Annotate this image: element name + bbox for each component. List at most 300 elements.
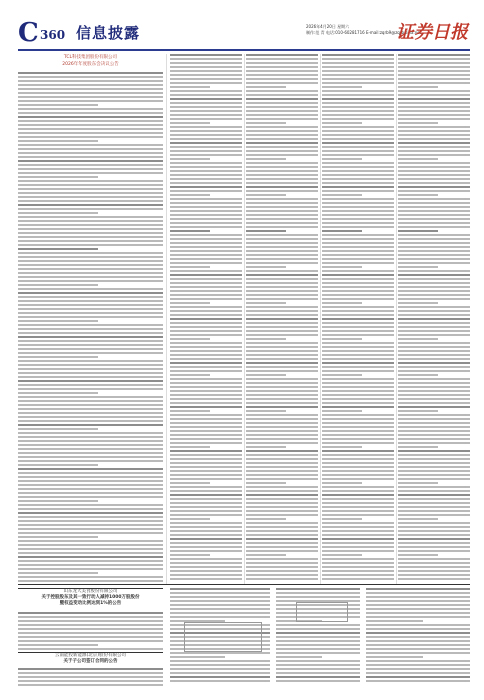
text-line — [170, 210, 242, 212]
text-line — [398, 230, 438, 232]
text-line — [170, 438, 242, 440]
text-line — [170, 608, 270, 610]
text-line — [322, 410, 362, 412]
text-line — [276, 644, 360, 646]
text-line — [322, 298, 394, 300]
text-line — [398, 458, 470, 460]
text-line — [246, 130, 318, 132]
text-line — [322, 358, 394, 360]
text-line — [322, 490, 394, 492]
text-line — [246, 318, 318, 320]
text-line — [18, 308, 163, 310]
text-line — [246, 94, 318, 96]
text-line — [246, 426, 318, 428]
bottom-notice-1-header — [18, 588, 163, 607]
text-line — [18, 204, 163, 206]
text-line — [366, 636, 470, 638]
text-line — [322, 458, 394, 460]
text-line — [366, 600, 470, 602]
text-line — [398, 362, 470, 364]
text-line — [322, 62, 394, 64]
text-line — [246, 110, 318, 112]
text-line — [246, 354, 318, 356]
text-line — [322, 186, 394, 188]
text-line — [18, 460, 163, 462]
text-line — [246, 182, 318, 184]
text-line — [246, 70, 318, 72]
text-line — [170, 166, 242, 168]
text-line — [170, 562, 242, 564]
bottom-notice-1-text — [18, 612, 163, 654]
text-line — [170, 274, 242, 276]
text-line — [322, 314, 394, 316]
text-line — [322, 82, 394, 84]
text-line — [170, 306, 242, 308]
text-line — [170, 450, 242, 452]
text-line — [246, 526, 318, 528]
text-line — [398, 74, 470, 76]
text-line — [170, 334, 242, 336]
text-line — [398, 206, 470, 208]
text-line — [322, 118, 394, 120]
text-line — [366, 588, 470, 590]
bottom-notice-1-title-1: 关于控股股东及其一致行动人减持1000万股股份 — [41, 595, 140, 600]
text-line — [170, 382, 242, 384]
text-line — [398, 386, 470, 388]
text-line — [322, 350, 394, 352]
text-line — [398, 94, 470, 96]
text-line — [246, 362, 318, 364]
text-line — [398, 450, 470, 452]
text-line — [322, 446, 362, 448]
text-line — [398, 70, 470, 72]
text-line — [18, 432, 163, 434]
text-line — [18, 228, 163, 230]
text-line — [398, 522, 470, 524]
text-line — [398, 286, 470, 288]
text-line — [398, 554, 438, 556]
text-line — [246, 210, 318, 212]
text-line — [170, 162, 242, 164]
text-line — [246, 490, 318, 492]
text-line — [398, 294, 470, 296]
text-line — [170, 616, 270, 618]
text-line — [322, 462, 394, 464]
text-line — [246, 522, 318, 524]
text-line — [170, 174, 242, 176]
text-line — [170, 466, 242, 468]
text-line — [18, 236, 163, 238]
text-line — [322, 430, 394, 432]
text-line — [398, 446, 438, 448]
text-line — [246, 290, 318, 292]
text-line — [322, 78, 394, 80]
text-line — [246, 414, 318, 416]
text-line — [246, 442, 318, 444]
text-line — [170, 222, 242, 224]
text-line — [246, 338, 286, 340]
text-line — [398, 298, 470, 300]
text-line — [18, 212, 98, 214]
text-line — [246, 326, 318, 328]
text-line — [170, 106, 242, 108]
text-line — [170, 592, 270, 594]
column-1 — [18, 54, 163, 584]
text-line — [18, 168, 163, 170]
text-line — [170, 522, 242, 524]
text-line — [246, 470, 318, 472]
text-line — [322, 306, 394, 308]
text-line — [398, 134, 470, 136]
text-line — [322, 134, 394, 136]
text-line — [366, 668, 470, 670]
text-line — [322, 270, 394, 272]
bottom-notice-2-title-1: 关于子公司签订合同的公告 — [63, 659, 118, 664]
text-line — [170, 226, 242, 228]
text-line — [398, 438, 470, 440]
text-line — [246, 530, 318, 532]
text-line — [246, 198, 318, 200]
text-line — [398, 98, 470, 100]
text-line — [398, 454, 470, 456]
text-line — [398, 114, 470, 116]
text-line — [170, 178, 242, 180]
bottom-notice-2-header — [18, 652, 163, 665]
text-line — [170, 314, 242, 316]
text-line — [18, 180, 163, 182]
text-line — [322, 90, 394, 92]
text-line — [170, 182, 242, 184]
text-line — [246, 270, 318, 272]
text-line — [170, 566, 242, 568]
text-line — [322, 54, 394, 56]
text-line — [170, 346, 242, 348]
text-line — [170, 110, 242, 112]
text-line — [398, 78, 470, 80]
text-line — [246, 218, 318, 220]
text-line — [170, 394, 242, 396]
text-line — [322, 130, 394, 132]
column-divider — [320, 54, 321, 584]
text-line — [322, 558, 394, 560]
text-line — [398, 534, 470, 536]
text-line — [170, 230, 210, 232]
text-line — [398, 334, 470, 336]
text-line — [246, 566, 318, 568]
text-line — [170, 554, 210, 556]
text-line — [322, 482, 362, 484]
text-line — [246, 558, 318, 560]
text-line — [246, 118, 318, 120]
text-line — [18, 192, 163, 194]
text-line — [18, 576, 163, 578]
text-line — [246, 314, 318, 316]
text-line — [18, 412, 163, 414]
text-line — [366, 632, 470, 634]
text-line — [398, 158, 438, 160]
text-line — [398, 434, 470, 436]
text-line — [322, 58, 394, 60]
text-line — [398, 426, 470, 428]
text-line — [18, 636, 163, 638]
text-line — [18, 208, 163, 210]
text-line — [246, 434, 318, 436]
text-line — [398, 250, 470, 252]
text-line — [322, 438, 394, 440]
text-line — [170, 502, 242, 504]
text-line — [170, 138, 242, 140]
text-line — [246, 86, 286, 88]
text-line — [398, 402, 470, 404]
text-line — [398, 102, 470, 104]
text-line — [246, 342, 318, 344]
text-line — [18, 376, 163, 378]
text-line — [366, 628, 470, 630]
text-line — [170, 158, 210, 160]
text-line — [170, 454, 242, 456]
text-line — [322, 226, 394, 228]
text-line — [398, 550, 470, 552]
text-line — [170, 600, 270, 602]
text-line — [398, 486, 470, 488]
text-line — [18, 88, 163, 90]
text-line — [398, 274, 470, 276]
text-line — [18, 124, 163, 126]
text-line — [398, 290, 470, 292]
text-line — [170, 290, 242, 292]
text-line — [276, 660, 360, 662]
text-line — [170, 242, 242, 244]
text-line — [246, 466, 318, 468]
text-line — [18, 632, 163, 634]
text-line — [398, 226, 470, 228]
text-line — [246, 246, 318, 248]
text-line — [246, 370, 318, 372]
text-line — [246, 382, 318, 384]
text-line — [322, 466, 394, 468]
text-line — [322, 562, 394, 564]
page-logo — [18, 18, 72, 48]
text-line — [18, 524, 163, 526]
text-line — [398, 278, 470, 280]
text-line — [246, 454, 318, 456]
text-line — [366, 664, 470, 666]
text-line — [18, 104, 98, 106]
text-line — [322, 498, 394, 500]
text-line — [246, 174, 318, 176]
text-line — [398, 466, 470, 468]
text-line — [170, 362, 242, 364]
text-line — [170, 342, 242, 344]
text-line — [18, 272, 163, 274]
text-line — [398, 310, 470, 312]
text-line — [18, 188, 163, 190]
text-line — [398, 378, 470, 380]
text-line — [170, 218, 242, 220]
text-line — [18, 116, 163, 118]
text-line — [170, 126, 242, 128]
text-line — [322, 354, 394, 356]
text-line — [18, 156, 163, 158]
text-line — [246, 406, 318, 408]
text-line — [246, 82, 318, 84]
text-line — [18, 396, 163, 398]
text-line — [322, 266, 362, 268]
text-line — [322, 258, 394, 260]
text-line — [322, 126, 394, 128]
text-line — [246, 498, 318, 500]
text-line — [246, 374, 286, 376]
text-line — [246, 402, 318, 404]
text-line — [322, 450, 394, 452]
text-line — [246, 562, 318, 564]
text-line — [246, 230, 286, 232]
text-line — [276, 628, 360, 630]
text-line — [18, 76, 163, 78]
text-line — [398, 178, 470, 180]
text-line — [170, 294, 242, 296]
text-line — [170, 66, 242, 68]
column-divider — [166, 54, 167, 584]
text-line — [170, 94, 242, 96]
text-line — [398, 118, 470, 120]
column-2 — [170, 54, 242, 584]
text-line — [246, 450, 318, 452]
text-line — [398, 150, 470, 152]
text-line — [398, 374, 438, 376]
text-line — [398, 282, 470, 284]
text-line — [18, 560, 163, 562]
text-line — [246, 282, 318, 284]
text-line — [18, 120, 163, 122]
text-line — [170, 246, 242, 248]
text-line — [170, 422, 242, 424]
text-line — [398, 414, 470, 416]
text-line — [366, 604, 470, 606]
text-line — [170, 462, 242, 464]
text-line — [18, 108, 163, 110]
column-text — [170, 54, 242, 580]
text-line — [246, 106, 318, 108]
text-line — [276, 656, 322, 658]
text-line — [18, 628, 163, 630]
text-line — [398, 110, 470, 112]
text-line — [246, 222, 318, 224]
text-line — [322, 502, 394, 504]
text-line — [322, 570, 394, 572]
text-line — [246, 262, 318, 264]
text-line — [170, 74, 242, 76]
text-line — [398, 306, 470, 308]
column-text — [18, 612, 163, 650]
text-line — [322, 206, 394, 208]
text-line — [398, 54, 470, 56]
text-line — [18, 408, 163, 410]
text-line — [18, 96, 163, 98]
text-line — [18, 528, 163, 530]
text-line — [322, 402, 394, 404]
text-line — [18, 492, 163, 494]
text-line — [170, 668, 270, 670]
text-line — [398, 242, 470, 244]
text-line — [246, 394, 318, 396]
text-line — [18, 480, 163, 482]
text-line — [398, 194, 438, 196]
text-line — [322, 342, 394, 344]
text-line — [170, 254, 242, 256]
text-line — [18, 348, 163, 350]
text-line — [18, 404, 163, 406]
text-line — [246, 578, 318, 580]
text-line — [18, 80, 163, 82]
text-line — [18, 288, 163, 290]
page-header — [18, 20, 468, 48]
text-line — [246, 150, 318, 152]
text-line — [276, 636, 360, 638]
text-line — [398, 422, 470, 424]
text-line — [322, 94, 394, 96]
text-line — [398, 174, 470, 176]
text-line — [398, 66, 470, 68]
text-line — [18, 296, 163, 298]
text-line — [18, 644, 98, 646]
text-line — [322, 170, 394, 172]
text-line — [170, 514, 242, 516]
text-line — [276, 648, 360, 650]
text-line — [246, 226, 318, 228]
text-line — [322, 574, 394, 576]
text-line — [18, 100, 163, 102]
text-line — [398, 526, 470, 528]
text-line — [18, 612, 163, 614]
text-line — [18, 336, 163, 338]
text-line — [322, 506, 394, 508]
text-line — [18, 580, 163, 582]
text-line — [18, 484, 163, 486]
notice-title-block — [18, 54, 163, 68]
text-line — [246, 482, 286, 484]
text-line — [18, 332, 163, 334]
text-line — [398, 218, 470, 220]
text-line — [170, 446, 210, 448]
text-line — [246, 286, 318, 288]
text-line — [246, 386, 318, 388]
column-text — [366, 588, 470, 682]
text-line — [322, 454, 394, 456]
text-line — [170, 596, 270, 598]
bottom-notice-2-company: 云南能投新能源(北京)股份有限公司 — [54, 653, 126, 658]
text-line — [246, 554, 286, 556]
text-line — [322, 398, 394, 400]
text-line — [170, 338, 210, 340]
text-line — [170, 660, 270, 662]
text-line — [398, 330, 470, 332]
text-line — [246, 514, 318, 516]
text-line — [322, 178, 394, 180]
text-line — [18, 516, 163, 518]
text-line — [246, 346, 318, 348]
text-line — [18, 400, 163, 402]
notice-title: 2026年年度股东会决议公告 — [62, 62, 119, 67]
text-line — [18, 328, 163, 330]
text-line — [322, 494, 394, 496]
text-line — [18, 476, 163, 478]
bottom-notice-1-company: 山东龙大美食股份有限公司 — [63, 589, 118, 594]
text-line — [18, 436, 163, 438]
text-line — [246, 502, 318, 504]
text-line — [322, 474, 394, 476]
text-line — [398, 346, 470, 348]
